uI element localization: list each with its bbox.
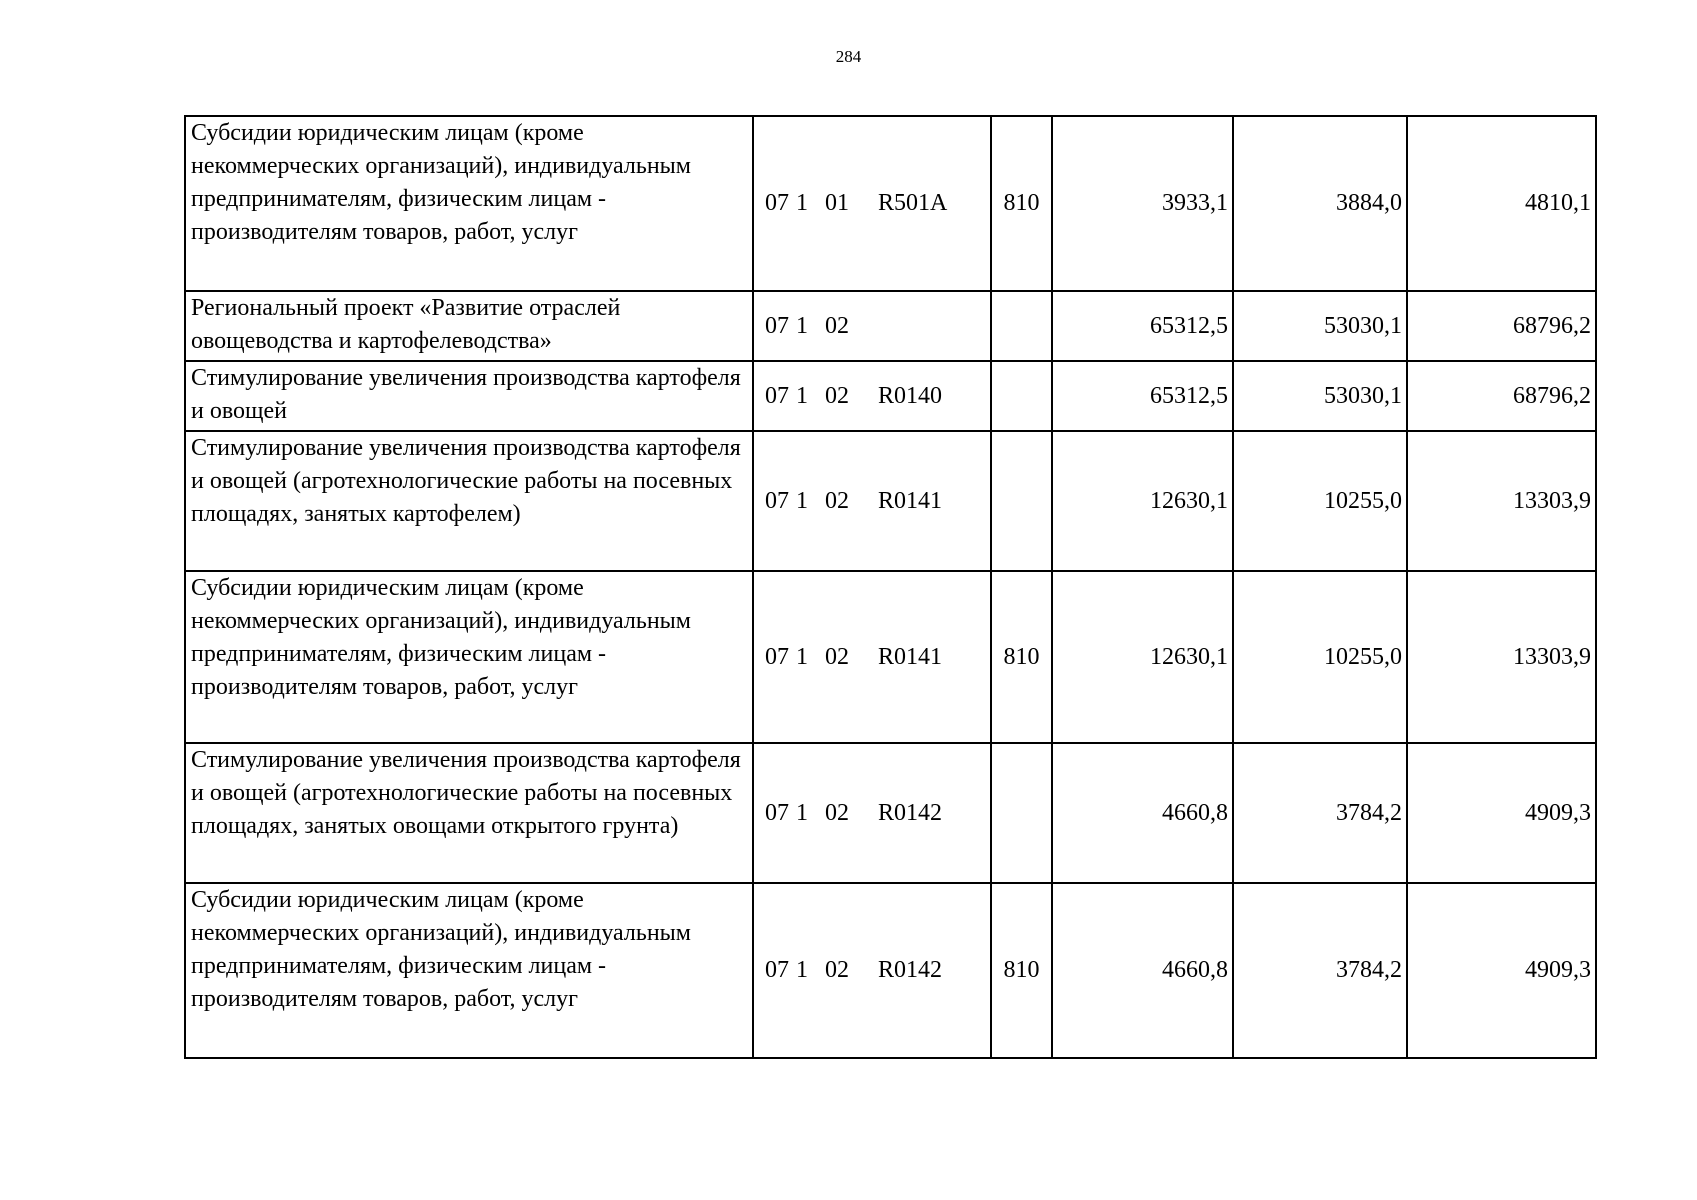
code-section: 07: [765, 799, 789, 826]
row-sum-1: 4660,8: [1052, 883, 1233, 1058]
row-sum-3: 68796,2: [1407, 361, 1596, 431]
row-sum-3: 4810,1: [1407, 116, 1596, 291]
table-row: [185, 883, 1596, 1058]
code-subprogram: 02: [825, 799, 849, 826]
row-expense-type: 810: [991, 116, 1052, 291]
row-sum-3: 4909,3: [1407, 883, 1596, 1058]
code-program: 1: [796, 487, 808, 514]
code-program: 1: [796, 312, 808, 339]
row-name: Стимулирование увеличения производства картофеля и овощей: [185, 361, 753, 431]
code-section: 07: [765, 487, 789, 514]
code-target: R0142: [878, 799, 943, 826]
row-sum-3: 68796,2: [1407, 291, 1596, 361]
row-sum-1: 12630,1: [1052, 431, 1233, 571]
code-section: 07: [765, 190, 789, 216]
row-sum-1: 3933,1: [1052, 116, 1233, 291]
code-subprogram: 02: [825, 957, 849, 983]
row-name: Стимулирование увеличения производства картофеля и овощей (агротехнологические работы на посевных площадях, занятых картофелем): [185, 431, 753, 571]
code-subprogram: 02: [825, 487, 849, 514]
row-expense-type: [991, 291, 1052, 361]
code-subprogram: 02: [825, 643, 849, 670]
row-code: [753, 883, 991, 1058]
code-program: 1: [796, 957, 808, 983]
row-name: Субсидии юридическим лицам (кроме некоммерческих организаций), индивидуальным предпринимателям, физическим лицам - производителям товаров, работ, услуг: [185, 883, 753, 1058]
row-sum-2: 53030,1: [1233, 361, 1407, 431]
row-sum-2: 53030,1: [1233, 291, 1407, 361]
table-row: [185, 291, 1596, 361]
row-expense-type: [991, 743, 1052, 883]
row-expense-type: [991, 431, 1052, 571]
code-subprogram: 02: [825, 312, 849, 339]
code-target: R0140: [878, 382, 943, 409]
row-code: [753, 431, 991, 571]
code-section: 07: [765, 643, 789, 670]
row-sum-2: 3784,2: [1233, 743, 1407, 883]
code-section: 07: [765, 957, 789, 983]
code-program: 1: [796, 799, 808, 826]
code-program: 1: [796, 643, 808, 670]
row-code: [753, 361, 991, 431]
row-sum-1: 65312,5: [1052, 361, 1233, 431]
code-target: R501A: [878, 190, 948, 216]
row-expense-type: [991, 361, 1052, 431]
code-program: 1: [796, 382, 808, 409]
code-subprogram: 02: [825, 382, 849, 409]
code-program: 1: [796, 190, 808, 216]
code-section: 07: [765, 312, 789, 339]
row-sum-2: 3784,2: [1233, 883, 1407, 1058]
row-sum-2: 10255,0: [1233, 431, 1407, 571]
row-sum-2: 3884,0: [1233, 116, 1407, 291]
row-sum-1: 65312,5: [1052, 291, 1233, 361]
budget-table: [184, 115, 1597, 1059]
code-target: R0142: [878, 957, 943, 983]
table-row: [185, 116, 1596, 291]
table-row: [185, 571, 1596, 743]
row-name: Региональный проект «Развитие отраслей овощеводства и картофелеводства»: [185, 291, 753, 361]
table-row: [185, 361, 1596, 431]
table-row: [185, 431, 1596, 571]
row-sum-3: 13303,9: [1407, 431, 1596, 571]
row-code: [753, 571, 991, 743]
code-target: R0141: [878, 487, 943, 514]
row-sum-2: 10255,0: [1233, 571, 1407, 743]
code-subprogram: 01: [825, 190, 849, 216]
row-name: Субсидии юридическим лицам (кроме некоммерческих организаций), индивидуальным предпринимателям, физическим лицам - производителям товаров, работ, услуг: [185, 116, 753, 291]
row-sum-3: 13303,9: [1407, 571, 1596, 743]
row-sum-1: 4660,8: [1052, 743, 1233, 883]
row-expense-type: 810: [991, 571, 1052, 743]
row-code: [753, 743, 991, 883]
row-code: [753, 291, 991, 361]
row-expense-type: 810: [991, 883, 1052, 1058]
code-target: R0141: [878, 643, 943, 670]
row-sum-3: 4909,3: [1407, 743, 1596, 883]
page-number: 284: [835, 47, 862, 66]
row-name: Субсидии юридическим лицам (кроме некоммерческих организаций), индивидуальным предпринимателям, физическим лицам - производителям товаров, работ, услуг: [185, 571, 753, 743]
table-row: [185, 743, 1596, 883]
row-code: [753, 116, 991, 291]
row-sum-1: 12630,1: [1052, 571, 1233, 743]
code-section: 07: [765, 382, 789, 409]
row-name: Стимулирование увеличения производства картофеля и овощей (агротехнологические работы на посевных площадях, занятых овощами открытого грунта): [185, 743, 753, 883]
